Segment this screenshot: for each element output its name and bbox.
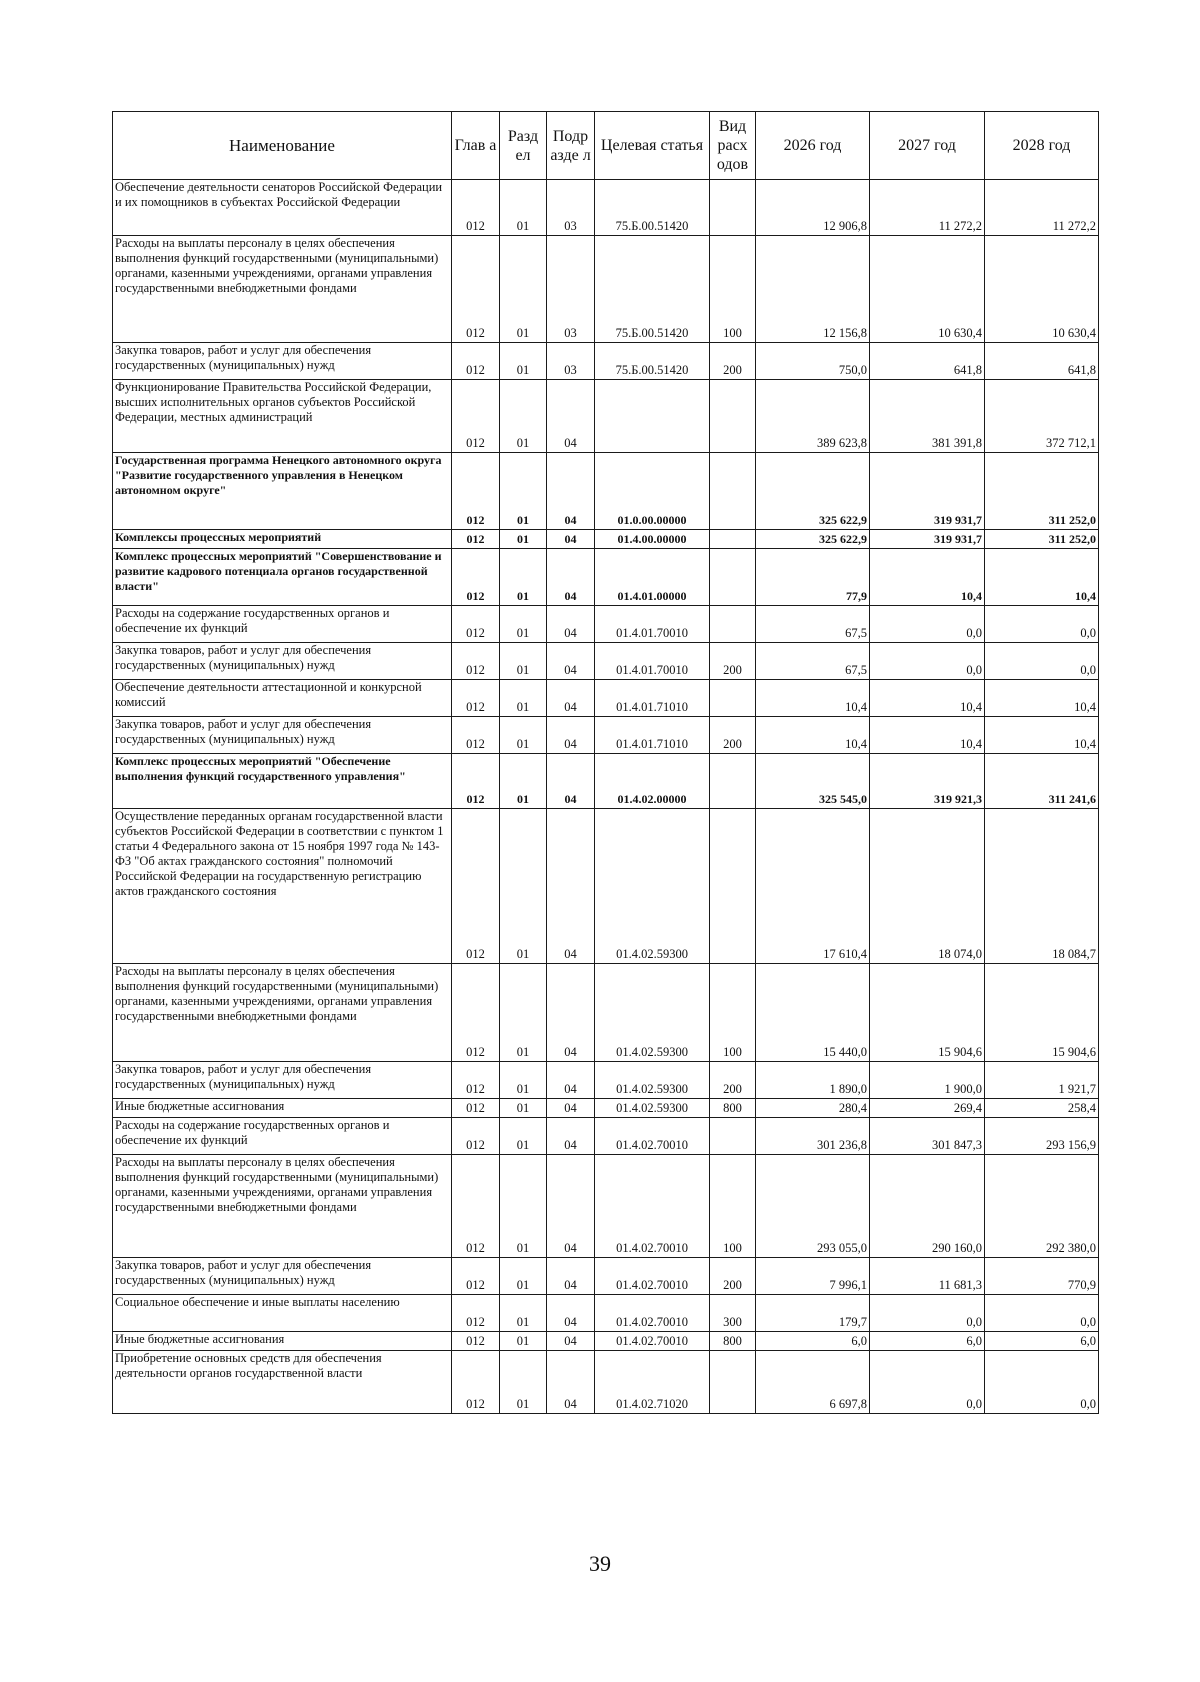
cell-vid: 200 — [710, 717, 756, 754]
cell-vid — [710, 453, 756, 530]
header-glava: Глав а — [452, 112, 500, 180]
cell-target: 75.Б.00.51420 — [595, 343, 710, 380]
cell-podrazdel: 04 — [547, 549, 595, 606]
cell-razdel: 01 — [500, 1099, 547, 1118]
page-number: 39 — [589, 1551, 611, 1576]
cell-razdel: 01 — [500, 1332, 547, 1351]
table-row — [113, 1332, 1099, 1351]
cell-2026: 67,5 — [756, 643, 870, 680]
cell-2026: 77,9 — [756, 549, 870, 606]
cell-razdel: 01 — [500, 1155, 547, 1258]
cell-2027: 0,0 — [870, 643, 985, 680]
cell-2027: 10,4 — [870, 717, 985, 754]
table-row — [113, 606, 1099, 643]
cell-2027: 290 160,0 — [870, 1155, 985, 1258]
cell-name: Обеспечение деятельности сенаторов Российской Федерации и их помощников в субъектах Российской Федерации — [113, 180, 452, 236]
cell-vid: 100 — [710, 236, 756, 343]
cell-glava: 012 — [452, 1062, 500, 1099]
cell-2027: 18 074,0 — [870, 809, 985, 964]
header-2026: 2026 год — [756, 112, 870, 180]
cell-podrazdel: 04 — [547, 606, 595, 643]
cell-2026: 750,0 — [756, 343, 870, 380]
cell-podrazdel: 03 — [547, 236, 595, 343]
cell-name: Закупка товаров, работ и услуг для обеспечения государственных (муниципальных) нужд — [113, 717, 452, 754]
header-row — [113, 112, 1099, 180]
cell-glava: 012 — [452, 530, 500, 549]
table-row — [113, 1099, 1099, 1118]
table-row — [113, 1062, 1099, 1099]
cell-razdel: 01 — [500, 1295, 547, 1332]
cell-2027: 381 391,8 — [870, 380, 985, 453]
table-row — [113, 964, 1099, 1062]
cell-name: Расходы на выплаты персоналу в целях обеспечения выполнения функций государственными (муниципальными) органами, казенными учреждениями, органами управления государственными внебюджетными фондами — [113, 964, 452, 1062]
cell-2026: 389 623,8 — [756, 380, 870, 453]
cell-podrazdel: 03 — [547, 343, 595, 380]
cell-razdel: 01 — [500, 1118, 547, 1155]
cell-2028: 6,0 — [985, 1332, 1099, 1351]
cell-2028: 311 241,6 — [985, 754, 1099, 809]
cell-target: 01.4.02.70010 — [595, 1118, 710, 1155]
cell-name: Приобретение основных средств для обеспечения деятельности органов государственной власти — [113, 1351, 452, 1414]
cell-name: Иные бюджетные ассигнования — [113, 1332, 452, 1351]
header-target: Целевая статья — [595, 112, 710, 180]
cell-2027: 6,0 — [870, 1332, 985, 1351]
table-row — [113, 1118, 1099, 1155]
cell-2027: 319 931,7 — [870, 453, 985, 530]
header-2028: 2028 год — [985, 112, 1099, 180]
cell-2027: 11 681,3 — [870, 1258, 985, 1295]
cell-podrazdel: 04 — [547, 809, 595, 964]
cell-name: Расходы на выплаты персоналу в целях обеспечения выполнения функций государственными (муниципальными) органами, казенными учреждениями, органами управления государственными внебюджетными фондами — [113, 1155, 452, 1258]
table-row — [113, 809, 1099, 964]
cell-2027: 10,4 — [870, 680, 985, 717]
cell-podrazdel: 04 — [547, 643, 595, 680]
cell-vid — [710, 809, 756, 964]
table-row — [113, 453, 1099, 530]
cell-2026: 179,7 — [756, 1295, 870, 1332]
cell-razdel: 01 — [500, 809, 547, 964]
cell-name: Расходы на содержание государственных органов и обеспечение их функций — [113, 1118, 452, 1155]
cell-podrazdel: 04 — [547, 964, 595, 1062]
cell-podrazdel: 04 — [547, 453, 595, 530]
cell-2026: 15 440,0 — [756, 964, 870, 1062]
cell-2026: 67,5 — [756, 606, 870, 643]
cell-2026: 1 890,0 — [756, 1062, 870, 1099]
cell-2028: 10,4 — [985, 680, 1099, 717]
cell-glava: 012 — [452, 754, 500, 809]
header-name: Наименование — [113, 112, 452, 180]
cell-target: 01.4.02.59300 — [595, 809, 710, 964]
table-row — [113, 236, 1099, 343]
header-podrazdel: Подр азде л — [547, 112, 595, 180]
cell-target: 75.Б.00.51420 — [595, 236, 710, 343]
cell-name: Комплексы процессных мероприятий — [113, 530, 452, 549]
header-vid: Вид расх одов — [710, 112, 756, 180]
cell-target: 01.4.02.59300 — [595, 1099, 710, 1118]
cell-glava: 012 — [452, 1118, 500, 1155]
cell-razdel: 01 — [500, 1351, 547, 1414]
cell-2027: 0,0 — [870, 1295, 985, 1332]
table-row — [113, 643, 1099, 680]
cell-2026: 10,4 — [756, 717, 870, 754]
cell-target — [595, 380, 710, 453]
cell-target: 01.4.02.70010 — [595, 1155, 710, 1258]
cell-2026: 325 622,9 — [756, 453, 870, 530]
cell-glava: 012 — [452, 643, 500, 680]
cell-razdel: 01 — [500, 680, 547, 717]
table-row — [113, 343, 1099, 380]
cell-2027: 0,0 — [870, 1351, 985, 1414]
cell-podrazdel: 04 — [547, 530, 595, 549]
cell-target: 01.4.01.71010 — [595, 680, 710, 717]
cell-2027: 10,4 — [870, 549, 985, 606]
cell-podrazdel: 04 — [547, 380, 595, 453]
cell-target: 01.4.00.00000 — [595, 530, 710, 549]
table-row — [113, 1295, 1099, 1332]
cell-name: Осуществление переданных органам государственной власти субъектов Российской Федерации в соответствии с пунктом 1 статьи 4 Федерального закона от 15 ноября 1997 года № 143-ФЗ "Об актах гражданского состояния" полномочий Российской Федерации на государственную регистрацию актов гражданского состояния — [113, 809, 452, 964]
cell-vid: 200 — [710, 643, 756, 680]
cell-glava: 012 — [452, 236, 500, 343]
header-2027: 2027 год — [870, 112, 985, 180]
cell-2028: 311 252,0 — [985, 453, 1099, 530]
cell-vid — [710, 606, 756, 643]
cell-razdel: 01 — [500, 964, 547, 1062]
cell-name: Расходы на выплаты персоналу в целях обеспечения выполнения функций государственными (муниципальными) органами, казенными учреждениями, органами управления государственными внебюджетными фондами — [113, 236, 452, 343]
cell-razdel: 01 — [500, 549, 547, 606]
cell-glava: 012 — [452, 1332, 500, 1351]
cell-2028: 311 252,0 — [985, 530, 1099, 549]
cell-podrazdel: 04 — [547, 1062, 595, 1099]
cell-2027: 269,4 — [870, 1099, 985, 1118]
cell-2026: 293 055,0 — [756, 1155, 870, 1258]
cell-2028: 18 084,7 — [985, 809, 1099, 964]
cell-name: Функционирование Правительства Российской Федерации, высших исполнительных органов субъектов Российской Федерации, местных администраций — [113, 380, 452, 453]
cell-vid — [710, 380, 756, 453]
cell-2028: 10 630,4 — [985, 236, 1099, 343]
cell-target: 01.4.02.59300 — [595, 1062, 710, 1099]
cell-glava: 012 — [452, 1155, 500, 1258]
cell-target: 01.4.02.00000 — [595, 754, 710, 809]
cell-podrazdel: 04 — [547, 1295, 595, 1332]
cell-2028: 10,4 — [985, 549, 1099, 606]
cell-2028: 372 712,1 — [985, 380, 1099, 453]
cell-target: 01.4.02.70010 — [595, 1258, 710, 1295]
cell-target: 01.4.02.70010 — [595, 1332, 710, 1351]
cell-2026: 12 906,8 — [756, 180, 870, 236]
cell-vid: 100 — [710, 1155, 756, 1258]
cell-name: Комплекс процессных мероприятий "Совершенствование и развитие кадрового потенциала органов государственной власти" — [113, 549, 452, 606]
header-razdel: Разд ел — [500, 112, 547, 180]
cell-2028: 15 904,6 — [985, 964, 1099, 1062]
cell-2027: 11 272,2 — [870, 180, 985, 236]
cell-2026: 17 610,4 — [756, 809, 870, 964]
cell-2028: 258,4 — [985, 1099, 1099, 1118]
cell-vid — [710, 680, 756, 717]
cell-2028: 770,9 — [985, 1258, 1099, 1295]
table-row — [113, 380, 1099, 453]
cell-vid: 100 — [710, 964, 756, 1062]
cell-podrazdel: 03 — [547, 180, 595, 236]
cell-2026: 301 236,8 — [756, 1118, 870, 1155]
cell-target: 01.4.01.70010 — [595, 606, 710, 643]
cell-target: 01.4.01.00000 — [595, 549, 710, 606]
cell-2026: 325 545,0 — [756, 754, 870, 809]
cell-podrazdel: 04 — [547, 1332, 595, 1351]
cell-target: 01.4.02.71020 — [595, 1351, 710, 1414]
cell-glava: 012 — [452, 549, 500, 606]
cell-razdel: 01 — [500, 1258, 547, 1295]
table-row — [113, 1155, 1099, 1258]
cell-2027: 15 904,6 — [870, 964, 985, 1062]
cell-vid — [710, 1351, 756, 1414]
cell-2027: 10 630,4 — [870, 236, 985, 343]
table-row — [113, 1258, 1099, 1295]
cell-name: Закупка товаров, работ и услуг для обеспечения государственных (муниципальных) нужд — [113, 643, 452, 680]
cell-vid — [710, 754, 756, 809]
cell-2028: 1 921,7 — [985, 1062, 1099, 1099]
cell-podrazdel: 04 — [547, 1118, 595, 1155]
cell-razdel: 01 — [500, 643, 547, 680]
table-row — [113, 530, 1099, 549]
cell-2028: 0,0 — [985, 1351, 1099, 1414]
cell-podrazdel: 04 — [547, 680, 595, 717]
cell-target: 01.4.02.59300 — [595, 964, 710, 1062]
cell-name: Закупка товаров, работ и услуг для обеспечения государственных (муниципальных) нужд — [113, 1062, 452, 1099]
cell-razdel: 01 — [500, 453, 547, 530]
cell-glava: 012 — [452, 180, 500, 236]
cell-2026: 280,4 — [756, 1099, 870, 1118]
cell-target: 01.0.00.00000 — [595, 453, 710, 530]
cell-glava: 012 — [452, 809, 500, 964]
table-row — [113, 754, 1099, 809]
cell-2026: 12 156,8 — [756, 236, 870, 343]
cell-vid: 200 — [710, 1062, 756, 1099]
cell-2026: 10,4 — [756, 680, 870, 717]
cell-2027: 0,0 — [870, 606, 985, 643]
cell-glava: 012 — [452, 606, 500, 643]
cell-podrazdel: 04 — [547, 754, 595, 809]
cell-2026: 6 697,8 — [756, 1351, 870, 1414]
cell-glava: 012 — [452, 453, 500, 530]
cell-razdel: 01 — [500, 530, 547, 549]
cell-razdel: 01 — [500, 1062, 547, 1099]
cell-vid — [710, 1118, 756, 1155]
table-row — [113, 180, 1099, 236]
cell-glava: 012 — [452, 680, 500, 717]
cell-glava: 012 — [452, 380, 500, 453]
cell-razdel: 01 — [500, 380, 547, 453]
cell-2028: 293 156,9 — [985, 1118, 1099, 1155]
cell-glava: 012 — [452, 343, 500, 380]
cell-razdel: 01 — [500, 754, 547, 809]
cell-glava: 012 — [452, 1099, 500, 1118]
cell-glava: 012 — [452, 964, 500, 1062]
cell-2026: 7 996,1 — [756, 1258, 870, 1295]
cell-name: Закупка товаров, работ и услуг для обеспечения государственных (муниципальных) нужд — [113, 343, 452, 380]
cell-podrazdel: 04 — [547, 717, 595, 754]
cell-podrazdel: 04 — [547, 1155, 595, 1258]
cell-2027: 301 847,3 — [870, 1118, 985, 1155]
table-row — [113, 680, 1099, 717]
cell-target: 01.4.01.70010 — [595, 643, 710, 680]
cell-podrazdel: 04 — [547, 1099, 595, 1118]
cell-2028: 10,4 — [985, 717, 1099, 754]
table-row — [113, 1351, 1099, 1414]
cell-name: Комплекс процессных мероприятий "Обеспечение выполнения функций государственного управления" — [113, 754, 452, 809]
cell-name: Обеспечение деятельности аттестационной и конкурсной комиссий — [113, 680, 452, 717]
cell-razdel: 01 — [500, 343, 547, 380]
cell-2027: 641,8 — [870, 343, 985, 380]
cell-2027: 319 931,7 — [870, 530, 985, 549]
cell-vid: 300 — [710, 1295, 756, 1332]
cell-vid: 800 — [710, 1099, 756, 1118]
cell-name: Иные бюджетные ассигнования — [113, 1099, 452, 1118]
cell-vid: 800 — [710, 1332, 756, 1351]
cell-razdel: 01 — [500, 180, 547, 236]
cell-glava: 012 — [452, 1351, 500, 1414]
cell-name: Социальное обеспечение и иные выплаты населению — [113, 1295, 452, 1332]
cell-podrazdel: 04 — [547, 1351, 595, 1414]
cell-vid — [710, 549, 756, 606]
table-row — [113, 549, 1099, 606]
cell-name: Закупка товаров, работ и услуг для обеспечения государственных (муниципальных) нужд — [113, 1258, 452, 1295]
cell-name: Государственная программа Ненецкого автономного округа "Развитие государственного управления в Ненецком автономном округе" — [113, 453, 452, 530]
cell-2028: 641,8 — [985, 343, 1099, 380]
cell-vid — [710, 530, 756, 549]
cell-2028: 0,0 — [985, 643, 1099, 680]
cell-podrazdel: 04 — [547, 1258, 595, 1295]
cell-2027: 319 921,3 — [870, 754, 985, 809]
cell-2028: 0,0 — [985, 606, 1099, 643]
cell-vid: 200 — [710, 343, 756, 380]
cell-target: 75.Б.00.51420 — [595, 180, 710, 236]
cell-target: 01.4.02.70010 — [595, 1295, 710, 1332]
cell-glava: 012 — [452, 717, 500, 754]
cell-2027: 1 900,0 — [870, 1062, 985, 1099]
cell-glava: 012 — [452, 1295, 500, 1332]
cell-2028: 11 272,2 — [985, 180, 1099, 236]
table-body — [113, 180, 1099, 1414]
cell-vid: 200 — [710, 1258, 756, 1295]
table-row — [113, 717, 1099, 754]
cell-glava: 012 — [452, 1258, 500, 1295]
cell-razdel: 01 — [500, 717, 547, 754]
cell-razdel: 01 — [500, 606, 547, 643]
cell-2026: 6,0 — [756, 1332, 870, 1351]
cell-2026: 325 622,9 — [756, 530, 870, 549]
cell-2028: 292 380,0 — [985, 1155, 1099, 1258]
cell-target: 01.4.01.71010 — [595, 717, 710, 754]
budget-table — [112, 111, 1099, 1414]
cell-vid — [710, 180, 756, 236]
cell-razdel: 01 — [500, 236, 547, 343]
cell-name: Расходы на содержание государственных органов и обеспечение их функций — [113, 606, 452, 643]
cell-2028: 0,0 — [985, 1295, 1099, 1332]
